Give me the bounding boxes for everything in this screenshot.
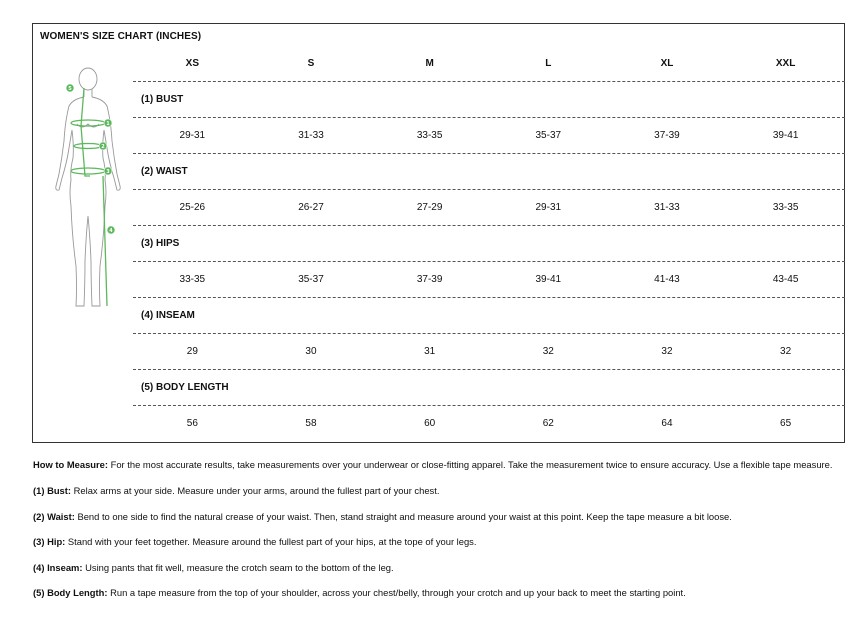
value-cell: 33-35 (179, 274, 206, 285)
value-cell: 31 (424, 346, 436, 357)
value-cell: 31-33 (298, 130, 324, 141)
instruction-text: Relax arms at your side. Measure under your arms, around the fullest part of your chest. (71, 485, 440, 496)
instruction-text: Using pants that fit well, measure the crotch seam to the bottom of the leg. (82, 561, 394, 573)
instruction-bust (33, 484, 845, 497)
instruction-label: (1) Bust: (33, 485, 72, 496)
value-cell: 30 (305, 346, 317, 357)
size-xxl: XXL (775, 57, 796, 69)
value-cell: 27-29 (416, 202, 443, 213)
size-header-row (133, 45, 845, 81)
size-xl: XL (660, 57, 674, 69)
section-hips: (3) HIPS (133, 225, 845, 261)
values-waist (133, 189, 845, 225)
value-cell: 32 (542, 346, 554, 357)
value-cell: 41-43 (654, 274, 680, 285)
size-chart (32, 23, 845, 443)
value-cell: 29-31 (535, 202, 562, 213)
marker-2: 2 (101, 144, 105, 150)
value-cell: 37-39 (654, 130, 680, 141)
instruction-label: (5) Body Length: (33, 587, 108, 598)
values-inseam (133, 333, 845, 369)
body-measurement-figure (47, 66, 129, 316)
section-inseam: (4) INSEAM (133, 297, 845, 333)
value-cell: 39-41 (772, 130, 799, 141)
value-cell: 58 (305, 418, 317, 429)
marker-3: 3 (106, 169, 110, 175)
values-bust (133, 117, 845, 153)
size-table (133, 45, 845, 441)
value-cell: 32 (661, 346, 673, 357)
value-cell: 64 (661, 418, 673, 429)
section-bust: (1) BUST (133, 81, 845, 117)
value-cell: 39-41 (535, 274, 562, 285)
measurement-instructions (33, 458, 845, 612)
value-cell: 26-27 (298, 202, 324, 213)
instruction-text: Run a tape measure from the top of your shoulder, across your chest/belly, through your crotch and up your back to meet the starting point. (107, 587, 686, 598)
value-cell: 33-35 (416, 130, 443, 141)
values-body-length (133, 405, 845, 441)
instruction-text: Stand with your feet together. Measure around the fullest part of your hips, at the tope of your legs. (65, 536, 477, 547)
value-cell: 35-37 (535, 130, 562, 141)
marker-1: 1 (106, 121, 110, 127)
value-cell: 33-35 (772, 202, 799, 213)
size-l: L (545, 57, 552, 69)
instruction-waist (33, 510, 845, 523)
value-cell: 60 (424, 418, 436, 429)
marker-4: 4 (109, 228, 113, 234)
value-cell: 31-33 (654, 202, 680, 213)
intro-label: How to Measure: (33, 459, 109, 470)
marker-5: 5 (68, 86, 72, 92)
value-cell: 37-39 (416, 274, 443, 285)
instruction-label: (4) Inseam: (33, 561, 83, 573)
section-waist: (2) WAIST (133, 153, 845, 189)
instruction-hip (33, 535, 845, 548)
value-cell: 29-31 (179, 130, 206, 141)
value-cell: 25-26 (179, 202, 206, 213)
intro-text: For the most accurate results, take measurements over your underwear or close-fitting apparel. Take the measurement twice to ensure accuracy. Use a flexible tape measure. (108, 459, 833, 470)
instruction-label: (2) Waist: (33, 510, 75, 522)
value-cell: 43-45 (772, 274, 799, 285)
instruction-label: (3) Hip: (33, 536, 66, 547)
value-cell: 29 (186, 346, 198, 357)
how-to-measure (33, 458, 845, 471)
size-m: M (425, 57, 434, 69)
section-body-length: (5) BODY LENGTH (133, 369, 845, 405)
size-s: S (307, 57, 315, 69)
instruction-inseam (33, 561, 845, 574)
value-cell: 65 (780, 418, 792, 429)
instruction-body-length (33, 586, 845, 599)
chart-title: WOMEN'S SIZE CHART (INCHES) (40, 31, 202, 42)
instruction-text: Bend to one side to find the natural crease of your waist. Then, stand straight and measure around your waist at this point. Keep the tape measure a bit loose. (74, 510, 732, 522)
value-cell: 35-37 (298, 274, 324, 285)
value-cell: 56 (186, 418, 198, 429)
values-hips (133, 261, 845, 297)
value-cell: 62 (542, 418, 554, 429)
value-cell: 32 (780, 346, 792, 357)
size-xs: XS (185, 57, 199, 69)
